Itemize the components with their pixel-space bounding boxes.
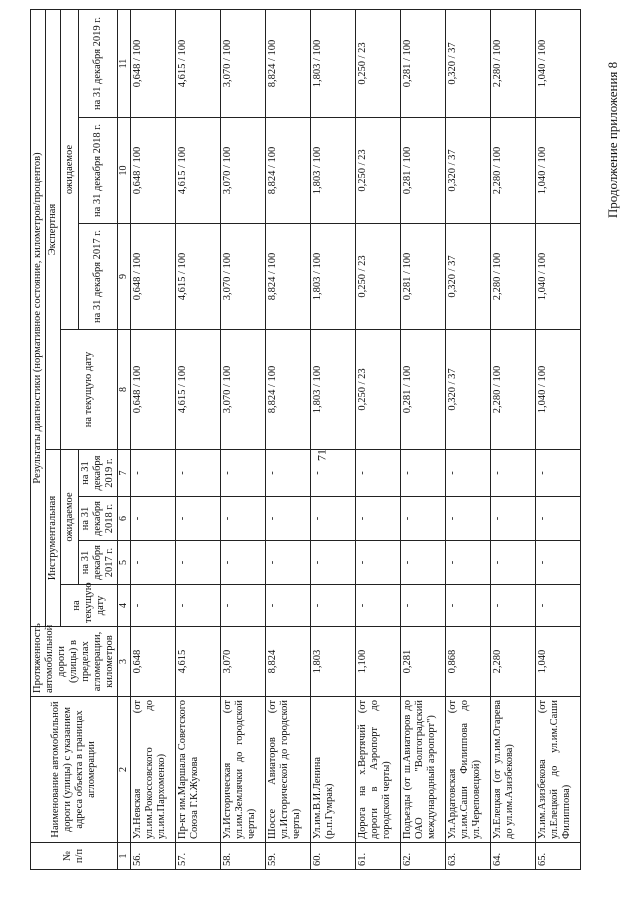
- road-length: 0,648: [130, 627, 175, 697]
- instrumental-2017: -: [445, 541, 490, 585]
- expert-2017: 1,040 / 100: [535, 224, 580, 330]
- header-2018-instrumental: на 31 декабря 2018 г.: [79, 497, 118, 541]
- expert-2018: 3,070 / 100: [220, 118, 265, 224]
- header-2017-instrumental: на 31 декабря 2017 г.: [79, 541, 118, 585]
- expert-current: 3,070 / 100: [220, 330, 265, 450]
- instrumental-2019: -: [175, 450, 220, 497]
- expert-2017: 0,320 / 37: [445, 224, 490, 330]
- instrumental-2019: -: [445, 450, 490, 497]
- rotated-table-container: [30, 10, 590, 870]
- road-name: Ул.Ардатовская (от ул.им.Саши Филиппова до ул.Череповецкой): [445, 697, 490, 843]
- header-name: Наименование автомобильной дороги (улицы) с указанием адреса объекта в границах агломерации: [31, 697, 118, 843]
- road-length: 1,100: [355, 627, 400, 697]
- expert-2019: 0,648 / 100: [130, 10, 175, 118]
- header-results: Результаты диагностики (нормативное состояние, километров/процентов): [31, 10, 46, 627]
- header-instrumental: Инструментальная: [46, 450, 61, 627]
- expert-current: 4,615 / 100: [175, 330, 220, 450]
- column-number: 3: [118, 627, 131, 697]
- instrumental-2017: -: [490, 541, 535, 585]
- row-number: 62.: [400, 843, 445, 870]
- expert-2018: 0,250 / 23: [355, 118, 400, 224]
- expert-2018: 4,615 / 100: [175, 118, 220, 224]
- column-number: 8: [118, 330, 131, 450]
- instrumental-2019: -: [490, 450, 535, 497]
- expert-2017: 0,250 / 23: [355, 224, 400, 330]
- header-expected-expert: ожидаемое: [61, 10, 79, 330]
- instrumental-current: -: [490, 585, 535, 627]
- expert-2019: 0,320 / 37: [445, 10, 490, 118]
- road-name: Ул.Историческая (от ул.им.Землячки до городской черты): [220, 697, 265, 843]
- road-name: Шоссе Авиаторов (от ул.Исторической до городской черты): [265, 697, 310, 843]
- instrumental-2019: -: [535, 450, 580, 497]
- column-number: 7: [118, 450, 131, 497]
- instrumental-current: -: [355, 585, 400, 627]
- instrumental-2018: -: [175, 497, 220, 541]
- instrumental-current: -: [130, 585, 175, 627]
- expert-2019: 0,281 / 100: [400, 10, 445, 118]
- header-2018-expert: на 31 декабря 2018 г.: [79, 118, 118, 224]
- road-length: 4,615: [175, 627, 220, 697]
- row-number: 64.: [490, 843, 535, 870]
- table-row: [220, 10, 265, 870]
- instrumental-2019: -: [220, 450, 265, 497]
- instrumental-2017: -: [310, 541, 355, 585]
- instrumental-current: -: [175, 585, 220, 627]
- instrumental-current: -: [265, 585, 310, 627]
- road-length: 0,281: [400, 627, 445, 697]
- expert-current: 0,648 / 100: [130, 330, 175, 450]
- instrumental-current: -: [400, 585, 445, 627]
- table-row: [265, 10, 310, 870]
- row-number: 59.: [265, 843, 310, 870]
- expert-2017: 2,280 / 100: [490, 224, 535, 330]
- table-row: [130, 10, 175, 870]
- road-length: 1,803: [310, 627, 355, 697]
- instrumental-2018: -: [535, 497, 580, 541]
- expert-2017: 4,615 / 100: [175, 224, 220, 330]
- table-row: [310, 10, 355, 870]
- expert-2018: 0,648 / 100: [130, 118, 175, 224]
- column-number: 4: [118, 585, 131, 627]
- header-current-expert: на текущую дату: [61, 330, 118, 450]
- road-name: Подъезды (от ш.Авиаторов до ОАО "Волгоградский международный аэропорт"): [400, 697, 445, 843]
- expert-2019: 1,803 / 100: [310, 10, 355, 118]
- instrumental-2017: -: [220, 541, 265, 585]
- expert-2018: 2,280 / 100: [490, 118, 535, 224]
- expert-2017: 3,070 / 100: [220, 224, 265, 330]
- row-number: 65.: [535, 843, 580, 870]
- expert-2019: 2,280 / 100: [490, 10, 535, 118]
- road-name: Ул.им.В.И.Ленина (р.п.Гумрак): [310, 697, 355, 843]
- instrumental-2019: -: [400, 450, 445, 497]
- continuation-caption: Продолжение приложения 8: [605, 61, 620, 219]
- road-length: 2,280: [490, 627, 535, 697]
- road-name: Ул.Невская (от ул.им.Рокоссовского до ул.им.Пархоменко): [130, 697, 175, 843]
- instrumental-2018: -: [130, 497, 175, 541]
- instrumental-2018: -: [490, 497, 535, 541]
- expert-2019: 1,040 / 100: [535, 10, 580, 118]
- instrumental-2018: -: [220, 497, 265, 541]
- instrumental-2018: -: [265, 497, 310, 541]
- row-number: 56.: [130, 843, 175, 870]
- expert-2019: 8,824 / 100: [265, 10, 310, 118]
- column-number: 10: [118, 118, 131, 224]
- expert-2018: 0,281 / 100: [400, 118, 445, 224]
- header-2019-expert: на 31 декабря 2019 г.: [79, 10, 118, 118]
- expert-current: 0,281 / 100: [400, 330, 445, 450]
- column-number: 5: [118, 541, 131, 585]
- expert-2018: 1,040 / 100: [535, 118, 580, 224]
- header-no: № п/п: [31, 843, 118, 870]
- instrumental-2017: -: [130, 541, 175, 585]
- instrumental-current: -: [310, 585, 355, 627]
- expert-current: 8,824 / 100: [265, 330, 310, 450]
- expert-2019: 4,615 / 100: [175, 10, 220, 118]
- road-length: 0,868: [445, 627, 490, 697]
- expert-2019: 3,070 / 100: [220, 10, 265, 118]
- instrumental-2018: -: [355, 497, 400, 541]
- table-body: [130, 10, 580, 870]
- instrumental-2017: -: [355, 541, 400, 585]
- expert-current: 2,280 / 100: [490, 330, 535, 450]
- column-number: 2: [118, 697, 131, 843]
- table-row: [445, 10, 490, 870]
- road-length: 3,070: [220, 627, 265, 697]
- instrumental-2019: -: [355, 450, 400, 497]
- column-number: 11: [118, 10, 131, 118]
- row-number: 63.: [445, 843, 490, 870]
- header-length: Протяженность автомобильной дороги (улицы) в пределах агломерации, километров: [31, 627, 118, 697]
- header-expected-instrumental: ожидаемое: [61, 450, 79, 585]
- diagnostics-table: [30, 9, 581, 870]
- expert-2018: 1,803 / 100: [310, 118, 355, 224]
- header-2017-expert: на 31 декабря 2017 г.: [79, 224, 118, 330]
- table-row: [400, 10, 445, 870]
- column-number: 6: [118, 497, 131, 541]
- expert-2017: 1,803 / 100: [310, 224, 355, 330]
- instrumental-2019: -: [130, 450, 175, 497]
- instrumental-2017: -: [535, 541, 580, 585]
- table-row: [490, 10, 535, 870]
- expert-2017: 0,281 / 100: [400, 224, 445, 330]
- instrumental-2019: -: [265, 450, 310, 497]
- instrumental-2018: -: [445, 497, 490, 541]
- instrumental-2018: -: [310, 497, 355, 541]
- road-name: Дорога на х.Вертячий (от дороги в Аэропорт до городской черты): [355, 697, 400, 843]
- road-name: Ул.им.Азизбекова (от ул.Елецкой до ул.им.Саши Филиппова): [535, 697, 580, 843]
- header-expert: Экспертная: [46, 10, 61, 450]
- road-name: Пр-кт им.Маршала Советского Союза Г.К.Жукова: [175, 697, 220, 843]
- instrumental-current: -: [535, 585, 580, 627]
- instrumental-2017: -: [265, 541, 310, 585]
- row-number: 61.: [355, 843, 400, 870]
- row-number: 57.: [175, 843, 220, 870]
- expert-2019: 0,250 / 23: [355, 10, 400, 118]
- expert-current: 1,040 / 100: [535, 330, 580, 450]
- table-row: [175, 10, 220, 870]
- page-number: 71: [314, 449, 329, 461]
- row-number: 58.: [220, 843, 265, 870]
- instrumental-current: -: [220, 585, 265, 627]
- column-number: 1: [118, 843, 131, 870]
- road-length: 8,824: [265, 627, 310, 697]
- road-name: Ул.Елецкая (от ул.им.Огарева до ул.им.Азизбекова): [490, 697, 535, 843]
- expert-current: 0,250 / 23: [355, 330, 400, 450]
- expert-2017: 0,648 / 100: [130, 224, 175, 330]
- table-row: [535, 10, 580, 870]
- instrumental-2018: -: [400, 497, 445, 541]
- row-number: 60.: [310, 843, 355, 870]
- column-number: 9: [118, 224, 131, 330]
- instrumental-2019: -: [310, 450, 355, 497]
- expert-2018: 0,320 / 37: [445, 118, 490, 224]
- expert-current: 1,803 / 100: [310, 330, 355, 450]
- header-2019-instrumental: на 31 декабря 2019 г.: [79, 450, 118, 497]
- instrumental-current: -: [445, 585, 490, 627]
- instrumental-2017: -: [175, 541, 220, 585]
- road-length: 1,040: [535, 627, 580, 697]
- header-current-instrumental: на текущую дату: [61, 585, 118, 627]
- expert-2017: 8,824 / 100: [265, 224, 310, 330]
- expert-2018: 8,824 / 100: [265, 118, 310, 224]
- expert-current: 0,320 / 37: [445, 330, 490, 450]
- table-row: [355, 10, 400, 870]
- instrumental-2017: -: [400, 541, 445, 585]
